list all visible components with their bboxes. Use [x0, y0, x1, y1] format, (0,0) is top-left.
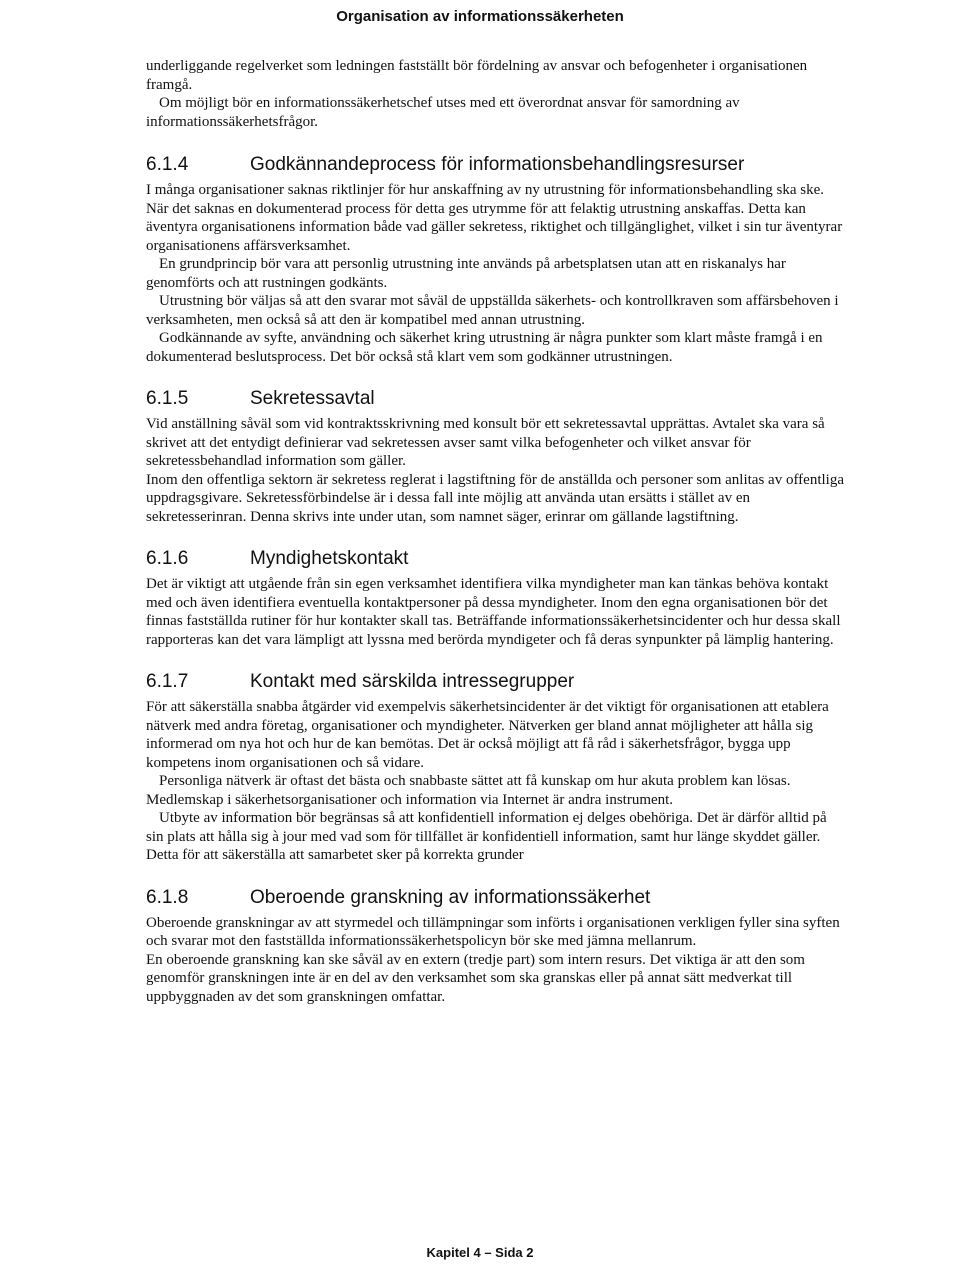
body-paragraph: För att säkerställa snabba åtgärder vid exempelvis säkerhetsincidenter är det viktigt för organisationen att etablera nätverk med andra företag, organisationer och myndigheter. Nätverken ger bland annat möjligheter att hålla sig informerad om nya hot och hur de kan bemötas. Det är också möjligt att få råd i säkerhetsfrågor, bygga upp kompetens inom organisationen och så vidare.: [146, 699, 829, 771]
section-number: 6.1.4: [146, 154, 189, 175]
body-paragraph: Utbyte av information bör begränsas så att konfidentiell information ej delges obehöriga. Det är därför alltid på sin plats att hålla sig à jour med vad som för tillfället är konfidentiell information, samt hur länge skyddet gäller. Detta för att säkerställa att samarbetet sker på korrekta grunder: [146, 810, 827, 863]
section-title: Sekretessavtal: [250, 388, 375, 409]
body-paragraph: Godkännande av syfte, användning och säkerhet kring utrustning är några punkter som klart måste framgå i en dokumenterad beslutsprocess. Det bör också stå klart vem som godkänner utrustningen.: [146, 330, 823, 365]
body-paragraph: Inom den offentliga sektorn är sekretess reglerat i lagstiftning för de anställda och personer som anlitas av offentliga uppdragsgivare. Sekretessförbindelse är i dessa fall inte möjlig att använda utan ersätts i stället av en sekretesserinran. Denna skrivs inte under utan, som namnet säger, erinrar om gällande lagstiftning.: [146, 471, 844, 525]
section-title: Godkännandeprocess för informationsbehandlingsresurser: [250, 154, 745, 175]
section-heading-6-1-4: [146, 154, 846, 176]
body-paragraph: Personliga nätverk är oftast det bästa och snabbaste sättet att få kunskap om hur akuta problem kan lösas. Medlemskap i säkerhetsorganisationer och information via Internet är andra instrument.: [146, 773, 791, 808]
section-number: 6.1.6: [146, 548, 189, 569]
page-header: Organisation av informationssäkerheten: [336, 8, 624, 25]
body-paragraph: I många organisationer saknas riktlinjer för hur anskaffning av ny utrustning för informationsbehandling ska ske. När det saknas en dokumenterad process för detta ges utrymme för att felaktig utrustning anskaffas. Detta kan äventyra organisationens information både vad gäller sekretess, riktighet och tillgänglighet, vilket i sin tur äventyrar organisationens affärsverksamhet.: [146, 182, 843, 254]
body-paragraph: Det är viktigt att utgående från sin egen verksamhet identifiera vilka myndigheter man kan tänkas behöva kontakt med och även identifiera eventuella kontaktpersoner på dessa myndigheter. Inom den egna organisationen bör det finnas fastställda rutiner för hur kontakter skall tas. Beträffande informationssäkerhetsincidenter och hur dessa skall rapporteras kan det vara lämpligt att lyssna med berörda myndigeter och få deras synpunkter på lämplig hantering.: [146, 576, 841, 648]
section-title: Myndighetskontakt: [250, 548, 409, 569]
body-paragraph: Oberoende granskningar av att styrmedel och tillämpningar som införts i organisationen verkligen fyller sina syften och svarar mot den fastställda informationssäkerhetspolicyn bör ske med jämna mellanrum.: [146, 914, 840, 949]
section-title: Kontakt med särskilda intressegrupper: [250, 671, 575, 692]
intro-paragraph: underliggande regelverket som ledningen fastställt bör fördelning av ansvar och befogenheter i organisationen framgå.: [146, 58, 808, 93]
section-number: 6.1.7: [146, 671, 189, 692]
body-paragraph: En oberoende granskning kan ske såväl av en extern (tredje part) som intern resurs. Det viktiga är att den som genomför granskningen inte är en del av den verksamhet som ska granskas eller på annat sätt medverkat till uppbyggnaden av det som granskningen omfattar.: [146, 951, 805, 1005]
body-paragraph: Vid anställning såväl som vid kontraktsskrivning med konsult bör ett sekretessavtal upprättas. Avtalet ska vara så skrivet att det entydigt definierar vad sekretessen avser samt vilka befogenheter och vilket ansvar för sekretessbehandlad information som gäller.: [146, 416, 825, 469]
section-number: 6.1.5: [146, 388, 189, 409]
section-number: 6.1.8: [146, 886, 189, 908]
section-heading-6-1-7: [146, 671, 846, 693]
section-title: Oberoende granskning av informationssäkerhet: [250, 886, 651, 908]
intro-paragraph: Om möjligt bör en informationssäkerhetschef utses med ett överordnat ansvar för samordning av informationssäkerhetsfrågor.: [146, 95, 740, 130]
body-paragraph: Utrustning bör väljas så att den svarar mot såväl de uppställda säkerhets- och kontrollkraven som affärsbehoven i verksamheten, men också så att den är kompatibel med annan utrustning.: [146, 293, 839, 328]
section-heading-6-1-6: [146, 548, 846, 570]
section-heading-6-1-5: [146, 388, 846, 410]
section-heading-6-1-8: [146, 887, 846, 909]
page-footer: Kapitel 4 – Sida 2: [426, 1245, 534, 1260]
document-body: [146, 57, 846, 1006]
body-paragraph: En grundprincip bör vara att personlig utrustning inte används på arbetsplatsen utan att en riskanalys har genomförts och att rustningen godkänts.: [146, 256, 786, 291]
